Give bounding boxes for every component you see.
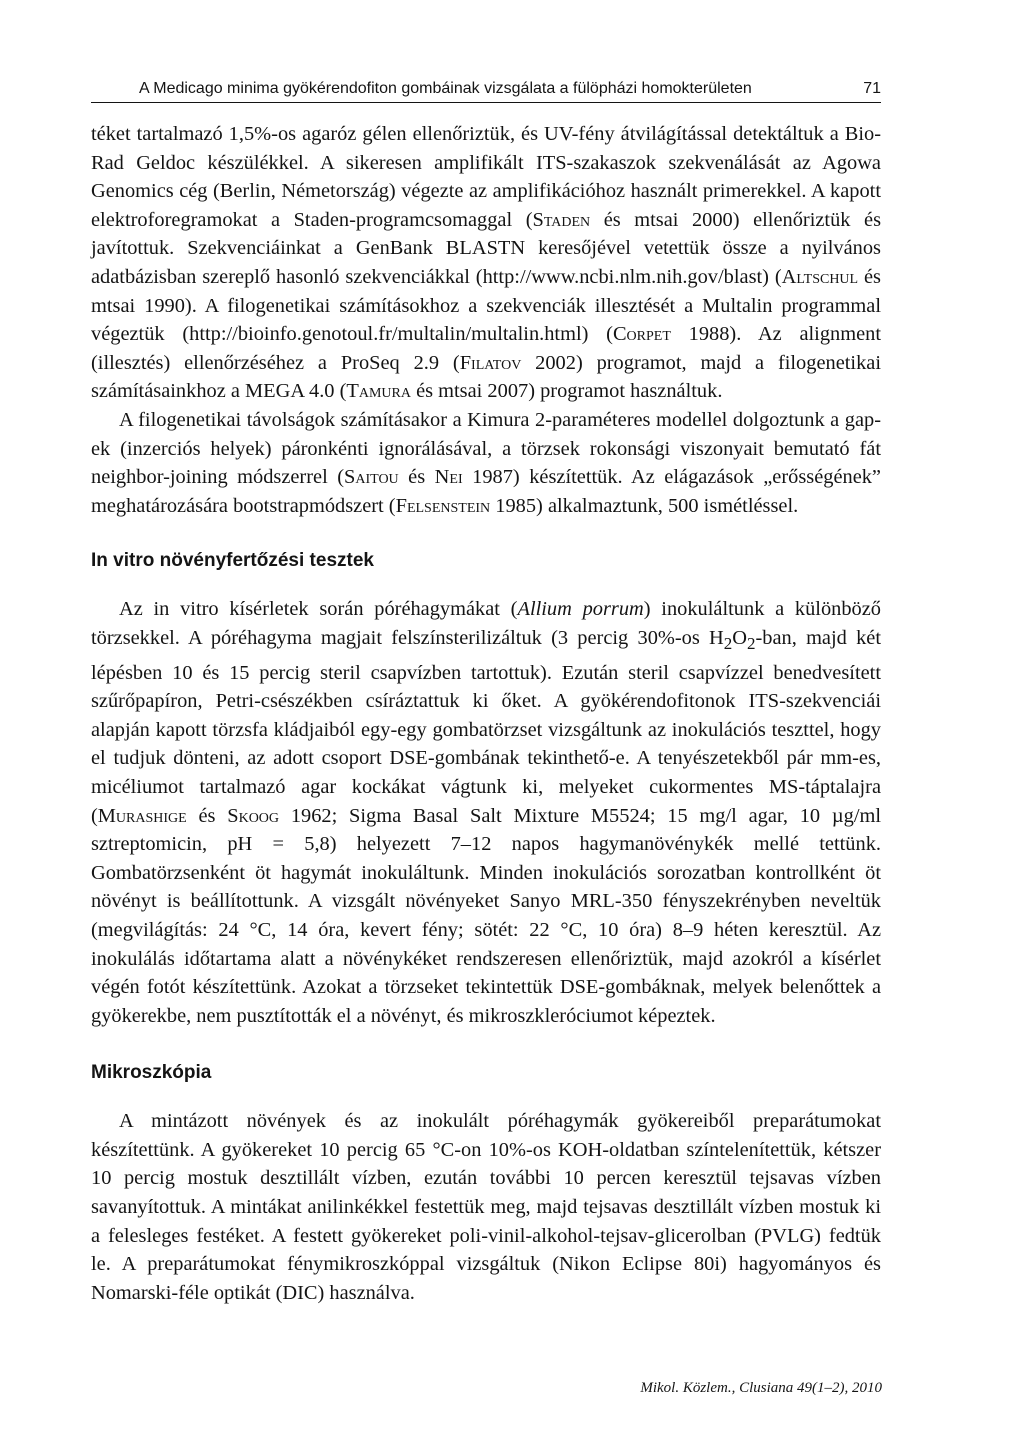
subscript: 2 bbox=[747, 633, 756, 653]
citation-author: Altschul bbox=[781, 265, 859, 288]
footer-citation: Mikol. Közlem., Clusiana 49(1–2), 2010 bbox=[640, 1380, 882, 1396]
section-heading-microscopy: Mikroszkópia bbox=[91, 1062, 212, 1084]
text-run: és mtsai 2007) programot használtuk. bbox=[410, 380, 723, 403]
text-run: és bbox=[398, 466, 435, 489]
text-run: 1985) alkalmaztunk, 500 ismétléssel. bbox=[490, 494, 799, 517]
text-run: -ban, majd két lépésben 10 és 15 percig steril csapvízben tartottuk). Ezután steril csapvízzel benedvesített szűrőpapíron, Petri-csészékben csíráztattuk ki őket. A gyökérendofitonok ITS-szekvenciái alapján kapott törzsfa kládjaiból egy-egy gombatörzset vizsgáltunk az inokulációs teszttel, hogy el tudjuk dönteni, az adott csoport DSE-gombának tekinthető-e. A tenyészetekből pár mm-es, micéliumot tartalmazó agar kockákat vágtunk ki, melyeket cukormentes MS-táptalajra ( bbox=[91, 626, 881, 827]
text-run: és mtsai 1990). A filogenetikai számításokhoz a szekvenciák illesztését a Multalin programmal végeztük (http://bioinfo.genotoul.fr/multalin/multalin.html) ( bbox=[91, 265, 881, 346]
paragraph-methods-sequencing bbox=[91, 120, 881, 406]
text-run: 1988). Az alignment (illesztés) ellenőrzéséhez a ProSeq 2.9 ( bbox=[91, 323, 882, 374]
running-header-title: A Medicago minima gyökérendofiton gombáinak vizsgálata a fülöpházi homokterületen bbox=[139, 80, 752, 97]
subscript: 2 bbox=[723, 633, 733, 653]
citation-author: Nei bbox=[434, 466, 463, 489]
text-run: és bbox=[186, 804, 228, 827]
citation-author: Felsenstein bbox=[395, 494, 491, 517]
page-body bbox=[91, 120, 881, 1307]
text-run: A filogenetikai távolságok számításakor a Kimura 2-paraméteres modellel dolgoztunk a gap-ek (inzerciós helyek) páronkénti ignorálásával, a törzsek rokonsági viszonyait bemutató fát neighbor-joining módszerrel ( bbox=[91, 408, 881, 489]
running-header bbox=[91, 78, 881, 103]
text-run: és mtsai 2000) ellenőriztük és javítottuk. Szekvenciáinkat a GenBank BLASTN keresőjével vetettük össze a nyilvános adatbázisban szereplő hasonló szekvenciákkal (http://www.ncbi.nlm.nih.gov/blast) ( bbox=[91, 208, 882, 288]
section-heading-in-vitro: In vitro növényfertőzési tesztek bbox=[91, 550, 374, 572]
text-run: 1987) készítettük. Az elágazások „erősségének” meghatározására bootstrapmódszert ( bbox=[91, 466, 881, 517]
citation-author: Murashige bbox=[97, 804, 187, 827]
species-name: Allium porrum bbox=[517, 598, 644, 621]
paragraph-phylogenetics bbox=[91, 406, 881, 520]
citation-author: Tamura bbox=[346, 380, 411, 403]
text-run: ) inokuláltunk a különböző törzsekkel. A póréhagyma magjait felszínsterilizáltuk (3 percig 30%-os H bbox=[91, 598, 881, 649]
citation-author: Corpet bbox=[612, 323, 671, 346]
text-run: téket tartalmazó 1,5%-os agaróz gélen ellenőriztük, és UV-fény átvilágítással detektáltuk a Bio-Rad Geldoc készülékkel. A sikeresen amplifikált ITS-szakaszok szekvenálását az Agowa Genomics cég (Berlin, Németország) végezte az amplifikációhoz használt primerekkel. A kapott elektroforegramokat a Staden-programcsomaggal ( bbox=[91, 123, 881, 231]
citation-author: Skoog bbox=[227, 804, 280, 827]
citation-author: Staden bbox=[532, 208, 591, 231]
text-run: 2002) programot, majd a filogenetikai számításainkhoz a MEGA 4.0 ( bbox=[91, 351, 881, 403]
citation-author: Saitou bbox=[344, 466, 399, 489]
text-run: Az in vitro kísérletek során póréhagymákat ( bbox=[119, 598, 518, 621]
text-run: 1962; Sigma Basal Salt Mixture M5524; 15 mg/l agar, 10 µg/ml sztreptomicin, pH = 5,8) helyezett 7–12 napos hagymanövénykék mellé tettünk. Gombatörzsenként öt hagymát inokuláltunk. Minden inokulációs sorozatban kontrollként öt növényt is beállítottunk. A vizsgált növényeket Sanyo MRL-350 fényszekrényben neveltük (megvilágítás: 24 °C, 14 óra, kevert fény; sötét: 22 °C, 10 óra) 8–9 héten keresztül. Az inokulálás időtartama alatt a növénykéket rendszeresen ellenőriztük, majd azokról a kísérlet végén fotót készítettünk. Azokat a törzseket tekintettük DSE-gombáknak, melyek belenőttek a gyökerekbe, nem pusztították el a növényt, és mikroszkleróciumot képeztek. bbox=[91, 804, 882, 1027]
paragraph-microscopy: A mintázott növények és az inokulált póréhagymák gyökereiből preparátumokat készítettünk. A gyökereket 10 percig 65 °C-on 10%-os KOH-oldatban színtelenítettük, kétszer 10 percig mostuk desztillált vízben, ezután további 10 percen keresztül tejsavas vízben savanyítottuk. A mintákat anilinkékkel festettük meg, majd tejsavas desztillált vízben mostuk ki a felesleges festéket. A festett gyökereket poli-vinil-alkohol-tejsav-glicerolban (PVLG) fedtük le. A preparátumokat fénymikroszkóppal vizsgáltuk (Nikon Eclipse 80i) hagyományos és Nomarski-féle optikát (DIC) használva. bbox=[91, 1110, 881, 1304]
page-number: 71 bbox=[863, 80, 881, 97]
paragraph-in-vitro bbox=[91, 595, 881, 1030]
citation-author: Filatov bbox=[459, 351, 522, 374]
text-run: O bbox=[732, 626, 747, 649]
